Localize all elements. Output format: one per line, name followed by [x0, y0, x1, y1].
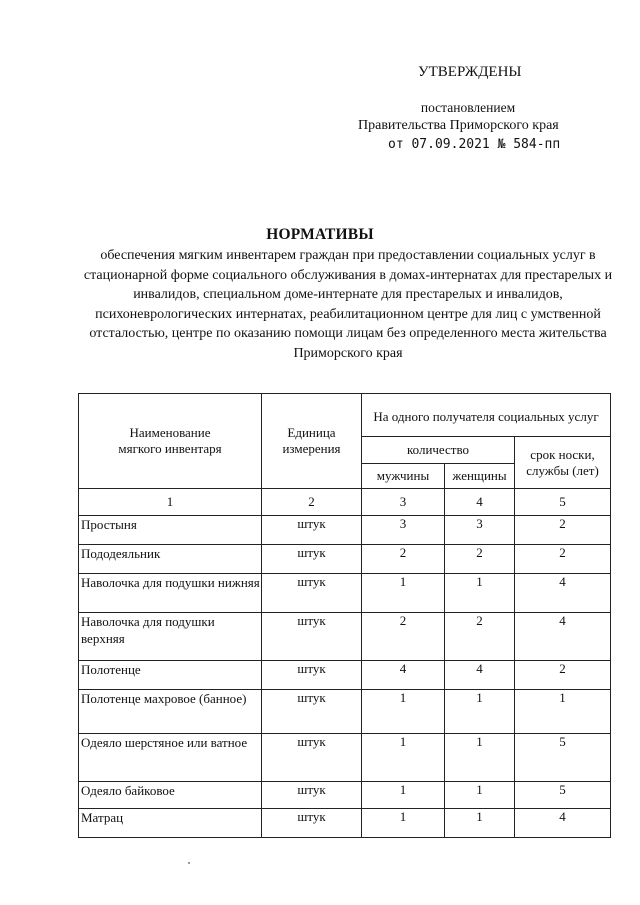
item-term: 2 — [515, 545, 611, 574]
item-term: 2 — [515, 661, 611, 690]
item-unit: штук — [262, 809, 362, 838]
document-title: НОРМАТИВЫ — [266, 226, 374, 243]
approval-heading: УТВЕРЖДЕНЫ — [418, 64, 522, 80]
item-women: 1 — [445, 574, 515, 613]
item-name: Полотенце махровое (банное) — [79, 690, 262, 734]
column-number: 3 — [362, 489, 445, 516]
header-per-recipient: На одного получателя социальных услуг — [362, 394, 611, 437]
header-term: срок носки, службы (лет) — [515, 437, 611, 489]
item-women: 1 — [445, 734, 515, 782]
item-name: Одеяло шерстяное или ватное — [79, 734, 262, 782]
item-unit: штук — [262, 516, 362, 545]
item-men: 2 — [362, 613, 445, 661]
item-term: 5 — [515, 734, 611, 782]
item-term: 2 — [515, 516, 611, 545]
item-women: 3 — [445, 516, 515, 545]
item-men: 2 — [362, 545, 445, 574]
column-number: 5 — [515, 489, 611, 516]
header-men: мужчины — [362, 464, 445, 489]
header-unit: Единица измерения — [262, 394, 362, 489]
item-term: 1 — [515, 690, 611, 734]
item-men: 1 — [362, 809, 445, 838]
scan-speck — [188, 862, 190, 864]
item-unit: штук — [262, 661, 362, 690]
item-women: 1 — [445, 782, 515, 809]
approval-by: постановлением — [420, 100, 516, 115]
table-row — [79, 661, 611, 690]
item-term: 4 — [515, 574, 611, 613]
document-description: обеспечения мягким инвентарем граждан при предоставлении социальных услуг в стационарной форме социального обслуживания в домах-интернатах для престарелых и инвалидов, специальном доме-интернате для престарелых и инвалидов, психоневрологических интернатах, реабилитационном центре для лиц с умственной отсталостью, центре по оказанию помощи лицам без определенного места жительства Приморского края — [83, 248, 613, 361]
header-name: Наименование мягкого инвентаря — [79, 394, 262, 489]
column-number: 4 — [445, 489, 515, 516]
table-row — [79, 516, 611, 545]
table-row — [79, 734, 611, 782]
item-unit: штук — [262, 690, 362, 734]
item-name: Наволочка для подушки нижняя — [79, 574, 262, 613]
header-quantity: количество — [362, 437, 515, 464]
item-term: 4 — [515, 613, 611, 661]
item-name: Пододеяльник — [79, 545, 262, 574]
column-number: 2 — [262, 489, 362, 516]
item-unit: штук — [262, 574, 362, 613]
item-men: 4 — [362, 661, 445, 690]
table-row — [79, 545, 611, 574]
item-term: 5 — [515, 782, 611, 809]
item-men: 1 — [362, 690, 445, 734]
item-women: 2 — [445, 545, 515, 574]
table-row — [79, 690, 611, 734]
approval-order: от 07.09.2021 № 584-пп — [388, 137, 561, 152]
item-women: 2 — [445, 613, 515, 661]
item-women: 1 — [445, 690, 515, 734]
item-men: 1 — [362, 734, 445, 782]
column-numbers-row — [79, 489, 611, 516]
item-term: 4 — [515, 809, 611, 838]
column-number: 1 — [79, 489, 262, 516]
item-name: Одеяло байковое — [79, 782, 262, 809]
table-row — [79, 574, 611, 613]
table-row — [79, 613, 611, 661]
item-men: 1 — [362, 782, 445, 809]
item-unit: штук — [262, 734, 362, 782]
item-name: Полотенце — [79, 661, 262, 690]
approval-authority: Правительства Приморского края — [358, 118, 559, 133]
item-men: 3 — [362, 516, 445, 545]
header-women: женщины — [445, 464, 515, 489]
item-name: Матрац — [79, 809, 262, 838]
table-row — [79, 809, 611, 838]
table-row — [79, 782, 611, 809]
item-women: 1 — [445, 809, 515, 838]
item-men: 1 — [362, 574, 445, 613]
item-unit: штук — [262, 782, 362, 809]
norms-table — [78, 393, 611, 838]
item-name: Простыня — [79, 516, 262, 545]
item-unit: штук — [262, 545, 362, 574]
item-name: Наволочка для подушки верхняя — [79, 613, 262, 661]
item-women: 4 — [445, 661, 515, 690]
item-unit: штук — [262, 613, 362, 661]
